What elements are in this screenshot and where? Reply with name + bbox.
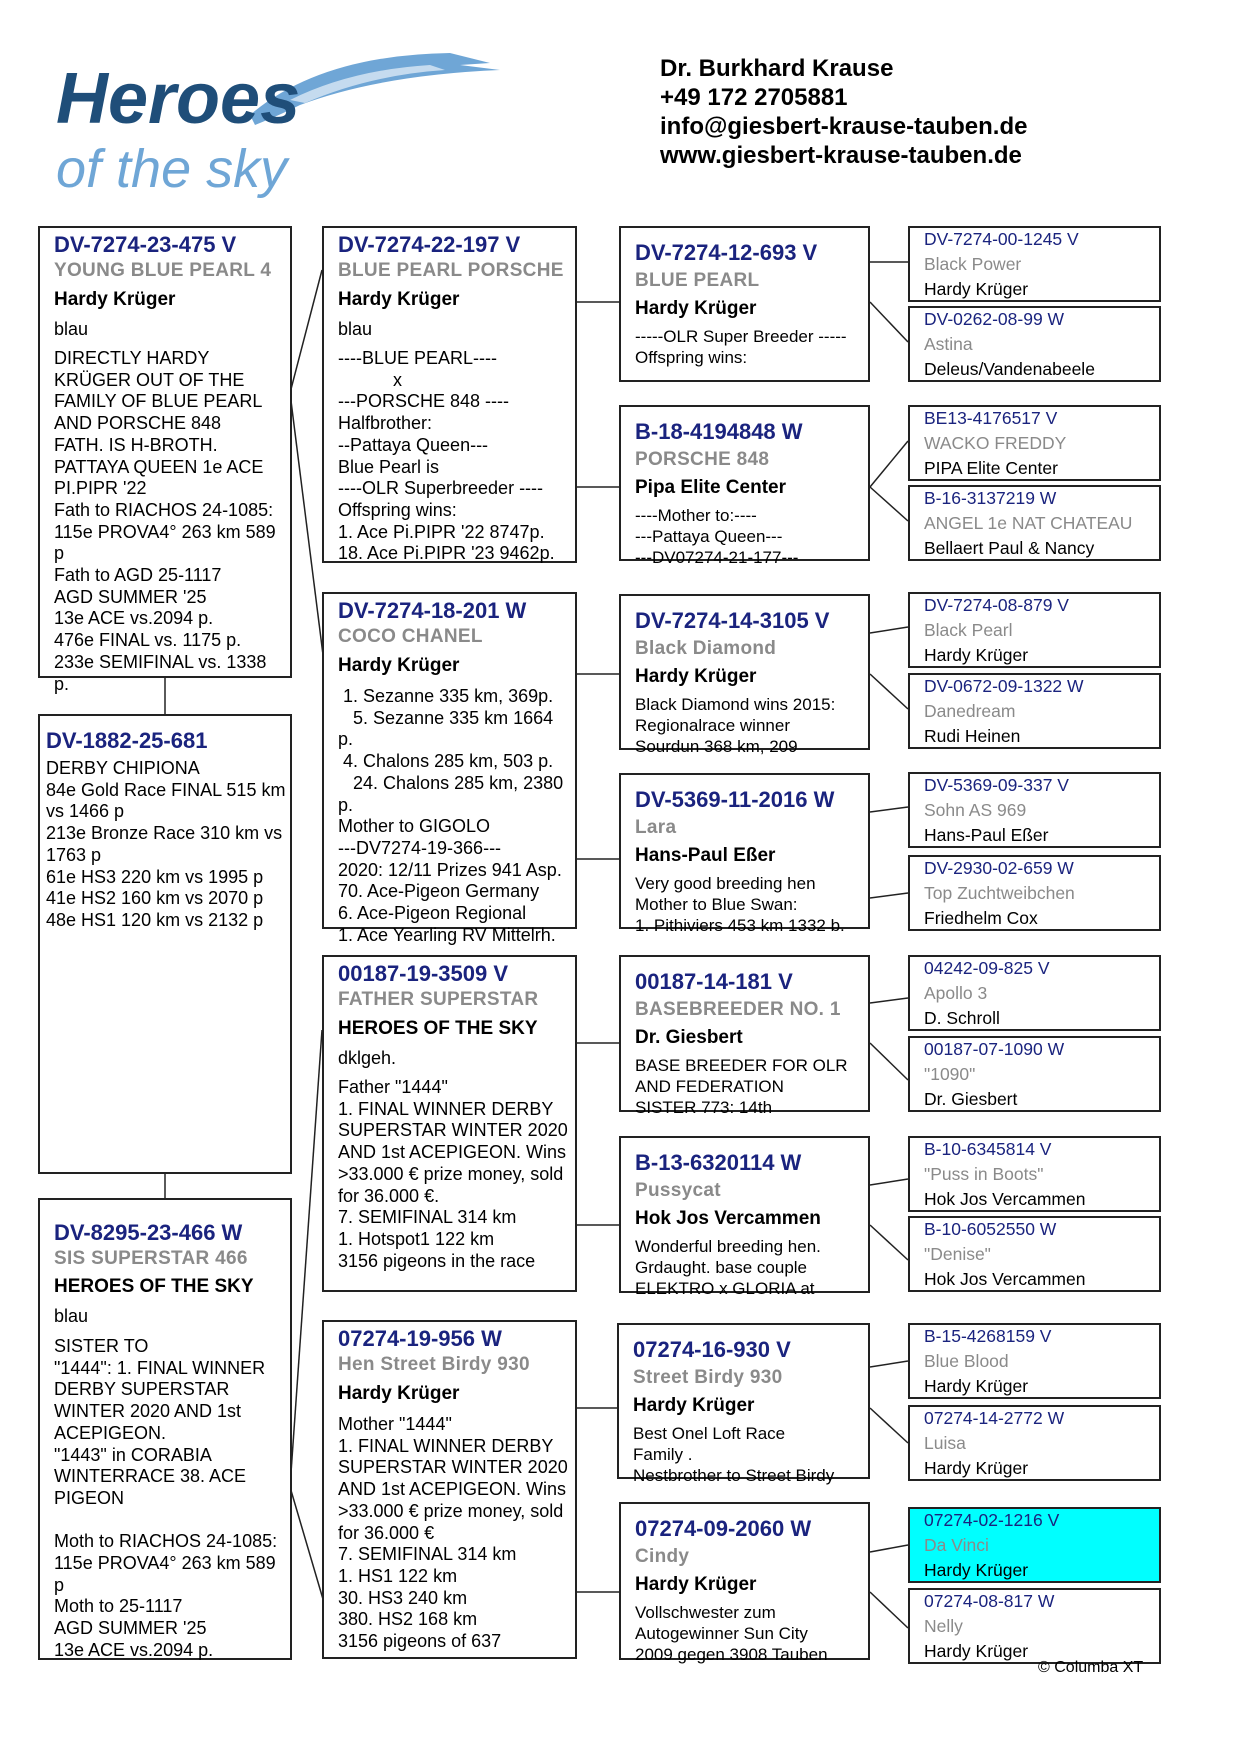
contact-website[interactable]: www.giesbert-krause-tauben.de — [660, 142, 1022, 169]
grandparent-box[interactable] — [619, 226, 870, 382]
ring-number: DV-7274-23-475 V — [54, 232, 237, 257]
pigeon-notes: ----Mother to:---- ---Pattaya Queen--- ---DV07274-21-177--- — [635, 506, 799, 567]
pigeon-notes: Vollschwester zum Autogewinner Sun City 2009 gegen 3908 Tauben — [635, 1603, 828, 1664]
owner: Deleus/Vandenabeele — [924, 359, 1095, 379]
logo-line1: Heroes — [56, 59, 301, 139]
owner: Hardy Krüger — [924, 1376, 1029, 1396]
contact-name: Dr. Burkhard Krause — [660, 55, 894, 82]
pigeon-notes: BASE BREEDER FOR OLR AND FEDERATION SISTER 773: 14th — [635, 1056, 848, 1117]
ring-number: DV-1882-25-681 — [46, 728, 208, 753]
ring-number: DV-7274-22-197 V — [338, 232, 521, 257]
owner: D. Schroll — [924, 1008, 1000, 1028]
great-grandparent-box-highlighted[interactable] — [908, 1507, 1161, 1583]
ring-number: B-10-6052550 W — [924, 1219, 1057, 1239]
ring-number: 07274-09-2060 W — [635, 1516, 812, 1541]
pigeon-name: Sohn AS 969 — [924, 800, 1027, 820]
owner: Hardy Krüger — [338, 289, 460, 310]
grandparent-box[interactable] — [619, 955, 870, 1117]
pigeon-notes: Very good breeding hen Mother to Blue Swan: 1. Pithiviers 453 km 1332 b. — [635, 874, 845, 935]
pigeon-color: blau — [54, 319, 89, 339]
ring-number: B-13-6320114 W — [635, 1150, 802, 1175]
ring-number: DV-5369-11-2016 W — [635, 787, 835, 812]
pigeon-name: WACKO FREDDY — [924, 433, 1067, 453]
great-grandparent-box[interactable] — [908, 485, 1161, 561]
pigeon-name: Da Vinci — [924, 1535, 989, 1555]
ring-number: 07274-14-2772 W — [924, 1408, 1065, 1428]
ring-number: DV-5369-09-337 V — [924, 775, 1069, 795]
pigeon-name: SIS SUPERSTAR 466 — [54, 1248, 248, 1269]
pigeon-notes: DIRECTLY HARDY KRÜGER OUT OF THE FAMILY OF BLUE PEARL AND PORSCHE 848 FATH. IS H-BROTH. PATTAYA QUEEN 1e ACE PI.PIPR '22 Fath to RIACHOS 24-1085: 115e PROVA4° 263 km 589 p Fath to AGD 25-1117 AGD SUMMER '25 13e ACE vs.2094 p. 476e FINAL vs. 1175 p. 233e SEMIFINAL vs. 1338 p. — [54, 348, 276, 694]
great-grandparent-box[interactable] — [908, 772, 1161, 848]
pigeon-name: YOUNG BLUE PEARL 4 — [54, 260, 272, 281]
ring-number: B-15-4268159 V — [924, 1326, 1052, 1346]
pigeon-name: ANGEL 1e NAT CHATEAU — [924, 513, 1133, 533]
parent-box[interactable] — [322, 955, 577, 1292]
great-grandparent-box[interactable] — [908, 1136, 1161, 1212]
ring-number: BE13-4176517 V — [924, 408, 1058, 428]
ring-number: DV-0262-08-99 W — [924, 309, 1065, 329]
grandparent-box[interactable] — [619, 773, 870, 935]
contact-email[interactable]: info@giesbert-krause-tauben.de — [660, 113, 1028, 140]
pigeon-name: FATHER SUPERSTAR — [338, 989, 539, 1010]
ring-number: 04242-09-825 V — [924, 958, 1050, 978]
owner: Hardy Krüger — [924, 279, 1029, 299]
parent-box[interactable] — [322, 592, 577, 945]
owner: Hardy Krüger — [924, 1560, 1029, 1580]
pigeon-name: BLUE PEARL — [635, 270, 760, 291]
owner: Rudi Heinen — [924, 726, 1021, 746]
ring-number: DV-7274-00-1245 V — [924, 229, 1079, 249]
pigeon-notes: ----BLUE PEARL---- x ---PORSCHE 848 ---- Halfbrother: --Pattaya Queen--- Blue Pearl is ----OLR Superbreeder ---- Offspring wins: 1. Ace Pi.PIPR '22 8747p. 18. Ace Pi.PIPR '23 9462p. — [338, 348, 555, 564]
contact-phone: +49 172 2705881 — [660, 84, 848, 111]
pigeon-notes: Wonderful breeding hen. Grdaught. base couple ELEKTRO x GLORIA at — [635, 1237, 821, 1298]
logo-line2: of the sky — [56, 139, 288, 199]
ring-number: 07274-16-930 V — [633, 1337, 791, 1362]
pigeon-name: Nelly — [924, 1616, 963, 1636]
pigeon-name: COCO CHANEL — [338, 626, 483, 647]
owner: Hok Jos Vercammen — [924, 1269, 1086, 1289]
pigeon-name: Street Birdy 930 — [633, 1367, 783, 1388]
great-grandparent-box[interactable] — [908, 405, 1161, 481]
parent-box[interactable] — [322, 226, 577, 563]
pigeon-notes: Black Diamond wins 2015: Regionalrace winner Sourdun 368 km, 209 — [635, 695, 836, 756]
pigeon-notes: -----OLR Super Breeder ----- Offspring wins: — [635, 327, 847, 367]
owner: Hardy Krüger — [635, 1574, 757, 1595]
grandparent-box[interactable] — [619, 1136, 870, 1298]
ring-number: DV-7274-18-201 W — [338, 598, 527, 623]
owner: Hardy Krüger — [338, 1383, 460, 1404]
owner: Pipa Elite Center — [635, 477, 786, 498]
great-grandparent-box[interactable] — [908, 592, 1161, 668]
partner-box[interactable] — [38, 714, 292, 1174]
pigeon-name: "Denise" — [924, 1244, 991, 1264]
owner: Hardy Krüger — [54, 289, 176, 310]
pigeon-notes: Best Onel Loft Race Family . Nestbrother to Street Birdy — [633, 1424, 835, 1485]
ring-number: 00187-07-1090 W — [924, 1039, 1065, 1059]
pigeon-name: "1090" — [924, 1064, 976, 1084]
owner: Hardy Krüger — [924, 1641, 1029, 1661]
ring-number: B-18-4194848 W — [635, 419, 803, 444]
great-grandparent-box[interactable] — [908, 1216, 1161, 1292]
great-grandparent-box[interactable] — [908, 855, 1161, 931]
pigeon-notes: Mother "1444" 1. FINAL WINNER DERBY SUPERSTAR WINTER 2020 AND 1st ACEPIGEON. Wins >33.000 € prize money, sold for 36.000 € 7. SEMIFINAL 314 km 1. HS1 122 km 30. HS3 240 km 380. HS2 168 km 3156 pigeons of 637 — [338, 1414, 568, 1652]
pigeon-color: blau — [338, 319, 373, 339]
great-grandparent-box[interactable] — [908, 1588, 1161, 1664]
owner: Hans-Paul Eßer — [924, 825, 1049, 845]
great-grandparent-box[interactable] — [908, 226, 1161, 302]
owner: HEROES OF THE SKY — [54, 1276, 254, 1297]
great-grandparent-box[interactable] — [908, 1323, 1161, 1399]
grandparent-box[interactable] — [619, 1502, 870, 1664]
ring-number: 07274-08-817 W — [924, 1591, 1055, 1611]
owner: Friedhelm Cox — [924, 908, 1038, 928]
pigeon-name: Black Pearl — [924, 620, 1013, 640]
ring-number: 07274-02-1216 V — [924, 1510, 1060, 1530]
ring-number: 00187-19-3509 V — [338, 961, 509, 986]
ring-number: DV-7274-08-879 V — [924, 595, 1069, 615]
ring-number: 07274-19-956 W — [338, 1326, 502, 1351]
pigeon-name: Astina — [924, 334, 973, 354]
owner: Hok Jos Vercammen — [924, 1189, 1086, 1209]
subject-box[interactable] — [38, 226, 292, 694]
pigeon-name: PORSCHE 848 — [635, 449, 770, 470]
pigeon-notes: DERBY CHIPIONA 84e Gold Race FINAL 515 km vs 1466 p 213e Bronze Race 310 km vs 1763 p 61e HS3 220 km vs 1995 p 41e HS2 160 km vs 2070 p 48e HS1 120 km vs 2132 p — [46, 758, 286, 930]
ring-number: DV-7274-12-693 V — [635, 240, 818, 265]
ring-number: DV-8295-23-466 W — [54, 1220, 243, 1245]
pigeon-name: Black Power — [924, 254, 1022, 274]
owner: HEROES OF THE SKY — [338, 1018, 538, 1039]
great-grandparent-box[interactable] — [908, 1036, 1161, 1112]
owner: Hok Jos Vercammen — [635, 1208, 821, 1229]
grandparent-box[interactable] — [617, 1323, 870, 1485]
pigeon-name: Hen Street Birdy 930 — [338, 1354, 530, 1375]
owner: Hardy Krüger — [924, 1458, 1029, 1478]
parent-box[interactable] — [322, 1320, 577, 1659]
pigeon-name: BLUE PEARL PORSCHE — [338, 260, 564, 281]
great-grandparent-box[interactable] — [908, 306, 1161, 382]
owner: Hardy Krüger — [924, 645, 1029, 665]
owner: Hardy Krüger — [338, 655, 460, 676]
great-grandparent-box[interactable] — [908, 955, 1161, 1031]
pigeon-notes: SISTER TO "1444": 1. FINAL WINNER DERBY SUPERSTAR WINTER 2020 AND 1st ACEPIGEON. "1443" in CORABIA WINTERRACE 38. ACE PIGEON Moth to RIACHOS 24-1085: 115e PROVA4° 263 km 589 p Moth to 25-1117 AGD SUMMER '25 13e ACE vs.2094 p. — [54, 1336, 278, 1660]
ring-number: DV-7274-14-3105 V — [635, 608, 830, 633]
pigeon-name: Black Diamond — [635, 638, 777, 659]
pigeon-name: Lara — [635, 817, 677, 838]
pigeon-name: Danedream — [924, 701, 1016, 721]
grandparent-box[interactable] — [619, 405, 870, 567]
pigeon-notes: Father "1444" 1. FINAL WINNER DERBY SUPERSTAR WINTER 2020 AND 1st ACEPIGEON. Wins >33.000 € prize money, sold for 36.000 €. 7. SEMIFINAL 314 km 1. Hotspot1 122 km 3156 pigeons in the race — [338, 1077, 568, 1271]
great-grandparent-box[interactable] — [908, 673, 1161, 749]
pigeon-name: Cindy — [635, 1546, 690, 1567]
pigeon-name: Apollo 3 — [924, 983, 988, 1003]
owner: Hardy Krüger — [633, 1395, 755, 1416]
grandparent-box[interactable] — [619, 594, 870, 756]
ring-number: DV-0672-09-1322 W — [924, 676, 1084, 696]
pigeon-name: BASEBREEDER NO. 1 — [635, 999, 841, 1020]
pigeon-name: Top Zuchtweibchen — [924, 883, 1075, 903]
ring-number: DV-2930-02-659 W — [924, 858, 1074, 878]
pigeon-notes: 1. Sezanne 335 km, 369p. 5. Sezanne 335 km 1664 p. 4. Chalons 285 km, 503 p. 24. Chalons 285 km, 2380 p. Mother to GIGOLO ---DV7274-19-366--- 2020: 12/11 Prizes 941 Asp. 70. Ace-Pigeon Germany 6. Ace-Pigeon Regional 1. Ace Yearling RV Mittelrh. — [338, 686, 564, 945]
footer-copyright: © Columba XT — [1038, 1659, 1144, 1676]
ring-number: B-10-6345814 V — [924, 1139, 1052, 1159]
great-grandparent-box[interactable] — [908, 1405, 1161, 1481]
owner: Dr. Giesbert — [924, 1089, 1018, 1109]
ring-number: 00187-14-181 V — [635, 969, 793, 994]
owner: Hans-Paul Eßer — [635, 845, 776, 866]
pigeon-name: "Puss in Boots" — [924, 1164, 1044, 1184]
owner: Hardy Krüger — [635, 298, 757, 319]
owner: Dr. Giesbert — [635, 1027, 743, 1048]
pigeon-name: Luisa — [924, 1433, 966, 1453]
pigeon-name: Pussycat — [635, 1180, 721, 1201]
pigeon-name: Blue Blood — [924, 1351, 1009, 1371]
owner: PIPA Elite Center — [924, 458, 1058, 478]
ring-number: B-16-3137219 W — [924, 488, 1057, 508]
pigeon-color: dklgeh. — [338, 1048, 397, 1068]
sister-box[interactable] — [38, 1198, 292, 1660]
owner: Bellaert Paul & Nancy — [924, 538, 1095, 558]
pigeon-color: blau — [54, 1306, 89, 1326]
owner: Hardy Krüger — [635, 666, 757, 687]
